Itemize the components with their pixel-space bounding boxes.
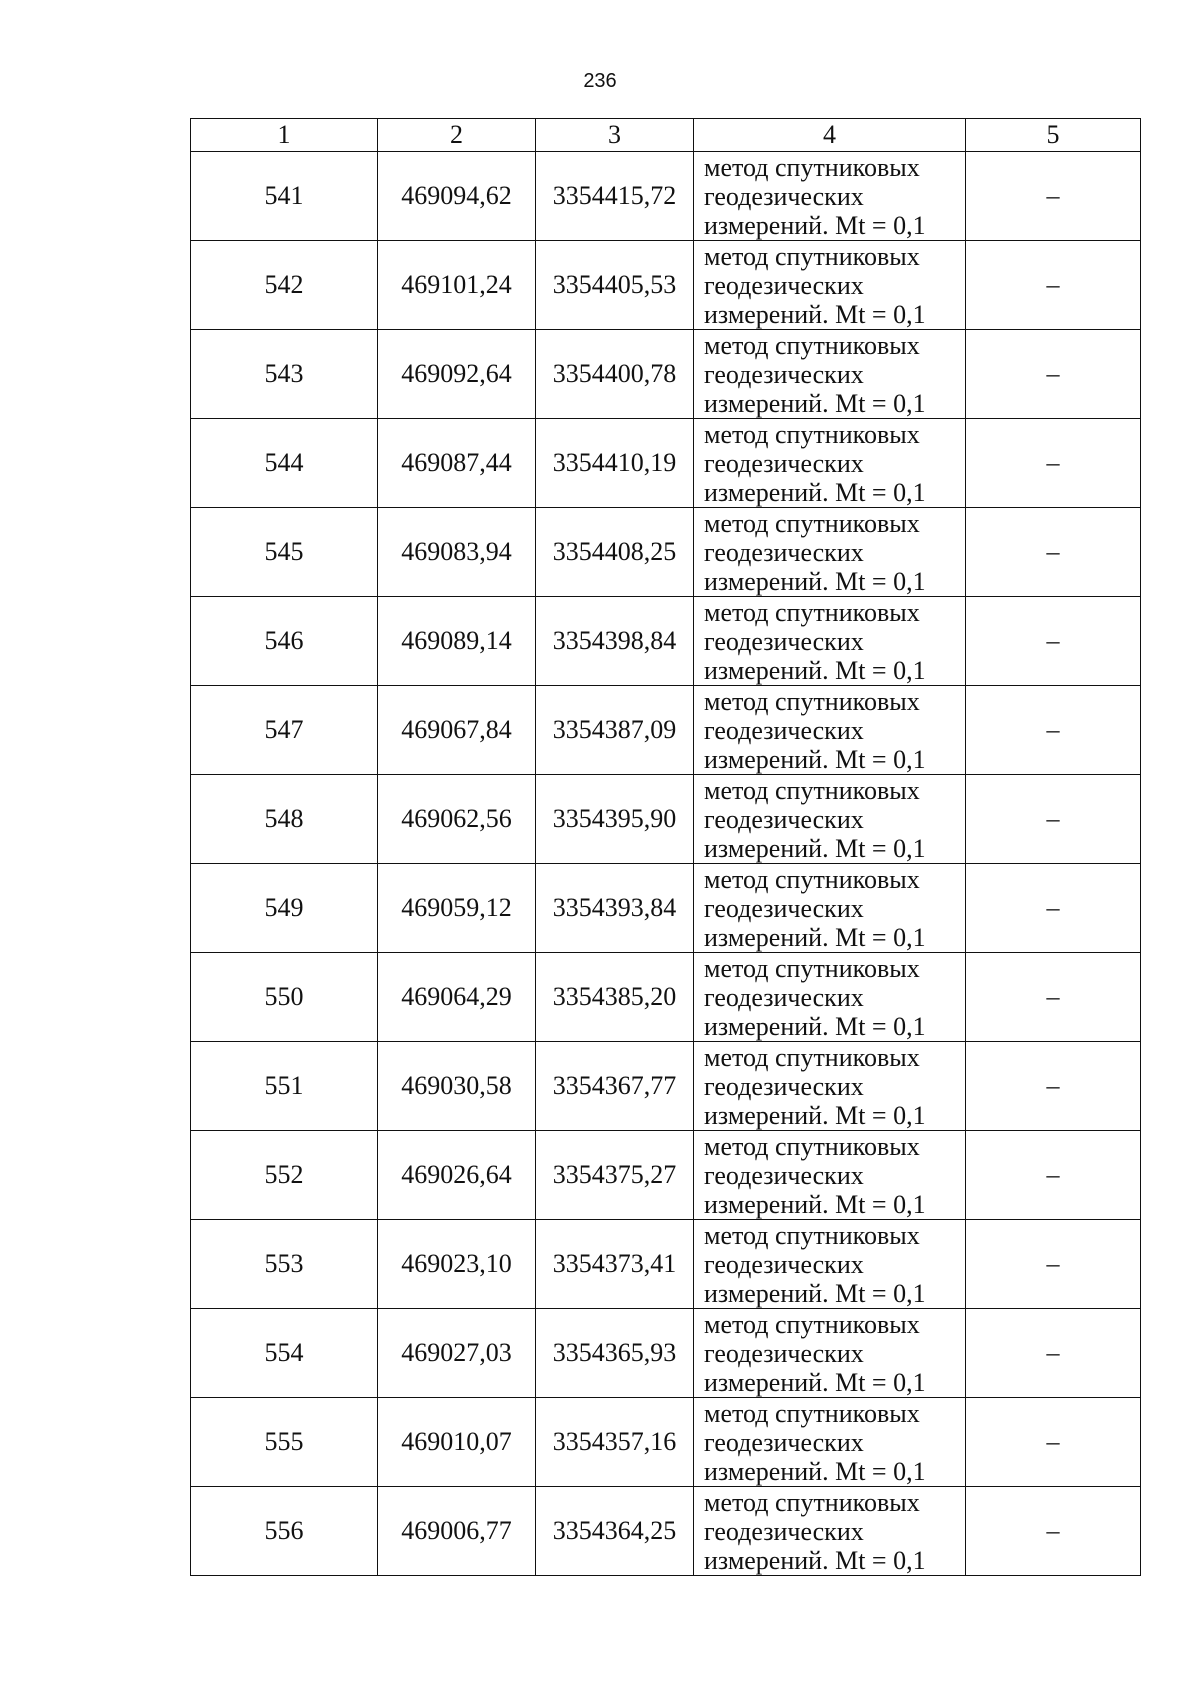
- point-number-cell: 555: [191, 1398, 378, 1487]
- method-line: геодезических: [704, 1071, 864, 1101]
- method-line: измерений. Mt = 0,1: [704, 1456, 926, 1486]
- method-line: метод спутниковых: [704, 419, 920, 449]
- method-line: геодезических: [704, 270, 864, 300]
- table-body: [191, 152, 1141, 1576]
- x-coordinate-cell: 469023,10: [378, 1220, 536, 1309]
- table-row: [191, 152, 1141, 241]
- coordinates-table: [190, 118, 1141, 1576]
- method-line: метод спутниковых: [704, 864, 920, 894]
- method-line: метод спутниковых: [704, 597, 920, 627]
- method-line: геодезических: [704, 359, 864, 389]
- column-5-cell: –: [966, 597, 1141, 686]
- method-line: геодезических: [704, 1249, 864, 1279]
- method-line: измерений. Mt = 0,1: [704, 655, 926, 685]
- y-coordinate-cell: 3354415,72: [536, 152, 694, 241]
- table-row: [191, 1309, 1141, 1398]
- method-line: геодезических: [704, 1338, 864, 1368]
- y-coordinate-cell: 3354367,77: [536, 1042, 694, 1131]
- x-coordinate-cell: 469089,14: [378, 597, 536, 686]
- column-5-cell: –: [966, 686, 1141, 775]
- method-cell: [694, 864, 966, 953]
- method-line: геодезических: [704, 448, 864, 478]
- y-coordinate-cell: 3354357,16: [536, 1398, 694, 1487]
- x-coordinate-cell: 469030,58: [378, 1042, 536, 1131]
- point-number-cell: 543: [191, 330, 378, 419]
- column-5-cell: –: [966, 241, 1141, 330]
- column-5-cell: –: [966, 419, 1141, 508]
- table-row: [191, 597, 1141, 686]
- method-line: метод спутниковых: [704, 953, 920, 983]
- y-coordinate-cell: 3354365,93: [536, 1309, 694, 1398]
- method-cell: [694, 1398, 966, 1487]
- method-line: измерений. Mt = 0,1: [704, 1367, 926, 1397]
- point-number-cell: 556: [191, 1487, 378, 1576]
- column-5-cell: –: [966, 508, 1141, 597]
- method-line: метод спутниковых: [704, 1309, 920, 1339]
- method-line: метод спутниковых: [704, 330, 920, 360]
- method-cell: [694, 1220, 966, 1309]
- table-row: [191, 686, 1141, 775]
- point-number-cell: 547: [191, 686, 378, 775]
- method-cell: [694, 1487, 966, 1576]
- point-number-cell: 541: [191, 152, 378, 241]
- method-line: геодезических: [704, 537, 864, 567]
- table-row: [191, 864, 1141, 953]
- x-coordinate-cell: 469083,94: [378, 508, 536, 597]
- y-coordinate-cell: 3354400,78: [536, 330, 694, 419]
- method-line: метод спутниковых: [704, 1042, 920, 1072]
- method-line: метод спутниковых: [704, 1131, 920, 1161]
- point-number-cell: 551: [191, 1042, 378, 1131]
- table-row: [191, 241, 1141, 330]
- x-coordinate-cell: 469094,62: [378, 152, 536, 241]
- method-line: измерений. Mt = 0,1: [704, 477, 926, 507]
- method-line: метод спутниковых: [704, 775, 920, 805]
- point-number-cell: 548: [191, 775, 378, 864]
- method-cell: [694, 330, 966, 419]
- method-line: метод спутниковых: [704, 241, 920, 271]
- table-row: [191, 953, 1141, 1042]
- column-5-cell: –: [966, 864, 1141, 953]
- table-header: [191, 119, 1141, 152]
- method-line: геодезических: [704, 1160, 864, 1190]
- y-coordinate-cell: 3354364,25: [536, 1487, 694, 1576]
- column-5-cell: –: [966, 1398, 1141, 1487]
- point-number-cell: 552: [191, 1131, 378, 1220]
- x-coordinate-cell: 469101,24: [378, 241, 536, 330]
- method-line: метод спутниковых: [704, 508, 920, 538]
- method-cell: [694, 241, 966, 330]
- point-number-cell: 549: [191, 864, 378, 953]
- table-row: [191, 1398, 1141, 1487]
- method-line: измерений. Mt = 0,1: [704, 388, 926, 418]
- point-number-cell: 546: [191, 597, 378, 686]
- method-line: измерений. Mt = 0,1: [704, 1011, 926, 1041]
- method-line: измерений. Mt = 0,1: [704, 744, 926, 774]
- table-row: [191, 508, 1141, 597]
- method-line: измерений. Mt = 0,1: [704, 833, 926, 863]
- method-line: метод спутниковых: [704, 1398, 920, 1428]
- x-coordinate-cell: 469087,44: [378, 419, 536, 508]
- header-row: [191, 119, 1141, 152]
- column-5-cell: –: [966, 330, 1141, 419]
- method-cell: [694, 686, 966, 775]
- method-cell: [694, 152, 966, 241]
- method-cell: [694, 775, 966, 864]
- method-line: геодезических: [704, 715, 864, 745]
- point-number-cell: 553: [191, 1220, 378, 1309]
- y-coordinate-cell: 3354387,09: [536, 686, 694, 775]
- method-line: измерений. Mt = 0,1: [704, 299, 926, 329]
- x-coordinate-cell: 469027,03: [378, 1309, 536, 1398]
- x-coordinate-cell: 469064,29: [378, 953, 536, 1042]
- column-5-cell: –: [966, 953, 1141, 1042]
- column-5-cell: –: [966, 1042, 1141, 1131]
- table-row: [191, 1487, 1141, 1576]
- table-row: [191, 419, 1141, 508]
- header-col-1: 1: [191, 119, 378, 152]
- table-row: [191, 775, 1141, 864]
- y-coordinate-cell: 3354405,53: [536, 241, 694, 330]
- column-5-cell: –: [966, 152, 1141, 241]
- y-coordinate-cell: 3354408,25: [536, 508, 694, 597]
- method-line: измерений. Mt = 0,1: [704, 1545, 926, 1575]
- method-line: измерений. Mt = 0,1: [704, 1189, 926, 1219]
- column-5-cell: –: [966, 1131, 1141, 1220]
- table-row: [191, 1220, 1141, 1309]
- method-line: геодезических: [704, 181, 864, 211]
- column-5-cell: –: [966, 1309, 1141, 1398]
- header-col-2: 2: [378, 119, 536, 152]
- y-coordinate-cell: 3354410,19: [536, 419, 694, 508]
- method-line: измерений. Mt = 0,1: [704, 210, 926, 240]
- method-line: геодезических: [704, 1427, 864, 1457]
- method-line: геодезических: [704, 626, 864, 656]
- method-line: метод спутниковых: [704, 1220, 920, 1250]
- method-cell: [694, 953, 966, 1042]
- y-coordinate-cell: 3354385,20: [536, 953, 694, 1042]
- method-cell: [694, 1042, 966, 1131]
- method-cell: [694, 1309, 966, 1398]
- x-coordinate-cell: 469092,64: [378, 330, 536, 419]
- y-coordinate-cell: 3354373,41: [536, 1220, 694, 1309]
- point-number-cell: 542: [191, 241, 378, 330]
- point-number-cell: 544: [191, 419, 378, 508]
- method-line: измерений. Mt = 0,1: [704, 1100, 926, 1130]
- table-row: [191, 1131, 1141, 1220]
- method-line: геодезических: [704, 1516, 864, 1546]
- x-coordinate-cell: 469059,12: [378, 864, 536, 953]
- column-5-cell: –: [966, 1220, 1141, 1309]
- point-number-cell: 554: [191, 1309, 378, 1398]
- method-line: метод спутниковых: [704, 1487, 920, 1517]
- x-coordinate-cell: 469026,64: [378, 1131, 536, 1220]
- method-line: метод спутниковых: [704, 686, 920, 716]
- y-coordinate-cell: 3354398,84: [536, 597, 694, 686]
- table-row: [191, 330, 1141, 419]
- y-coordinate-cell: 3354375,27: [536, 1131, 694, 1220]
- method-line: измерений. Mt = 0,1: [704, 566, 926, 596]
- method-cell: [694, 597, 966, 686]
- x-coordinate-cell: 469062,56: [378, 775, 536, 864]
- table-row: [191, 1042, 1141, 1131]
- method-line: геодезических: [704, 893, 864, 923]
- header-col-4: 4: [694, 119, 966, 152]
- point-number-cell: 545: [191, 508, 378, 597]
- method-cell: [694, 419, 966, 508]
- y-coordinate-cell: 3354395,90: [536, 775, 694, 864]
- method-line: измерений. Mt = 0,1: [704, 1278, 926, 1308]
- y-coordinate-cell: 3354393,84: [536, 864, 694, 953]
- method-line: измерений. Mt = 0,1: [704, 922, 926, 952]
- method-line: геодезических: [704, 982, 864, 1012]
- method-cell: [694, 508, 966, 597]
- x-coordinate-cell: 469067,84: [378, 686, 536, 775]
- point-number-cell: 550: [191, 953, 378, 1042]
- column-5-cell: –: [966, 1487, 1141, 1576]
- column-5-cell: –: [966, 775, 1141, 864]
- method-cell: [694, 1131, 966, 1220]
- x-coordinate-cell: 469006,77: [378, 1487, 536, 1576]
- page-number: 236: [583, 70, 617, 92]
- header-col-5: 5: [966, 119, 1141, 152]
- x-coordinate-cell: 469010,07: [378, 1398, 536, 1487]
- header-col-3: 3: [536, 119, 694, 152]
- method-line: метод спутниковых: [704, 152, 920, 182]
- method-line: геодезических: [704, 804, 864, 834]
